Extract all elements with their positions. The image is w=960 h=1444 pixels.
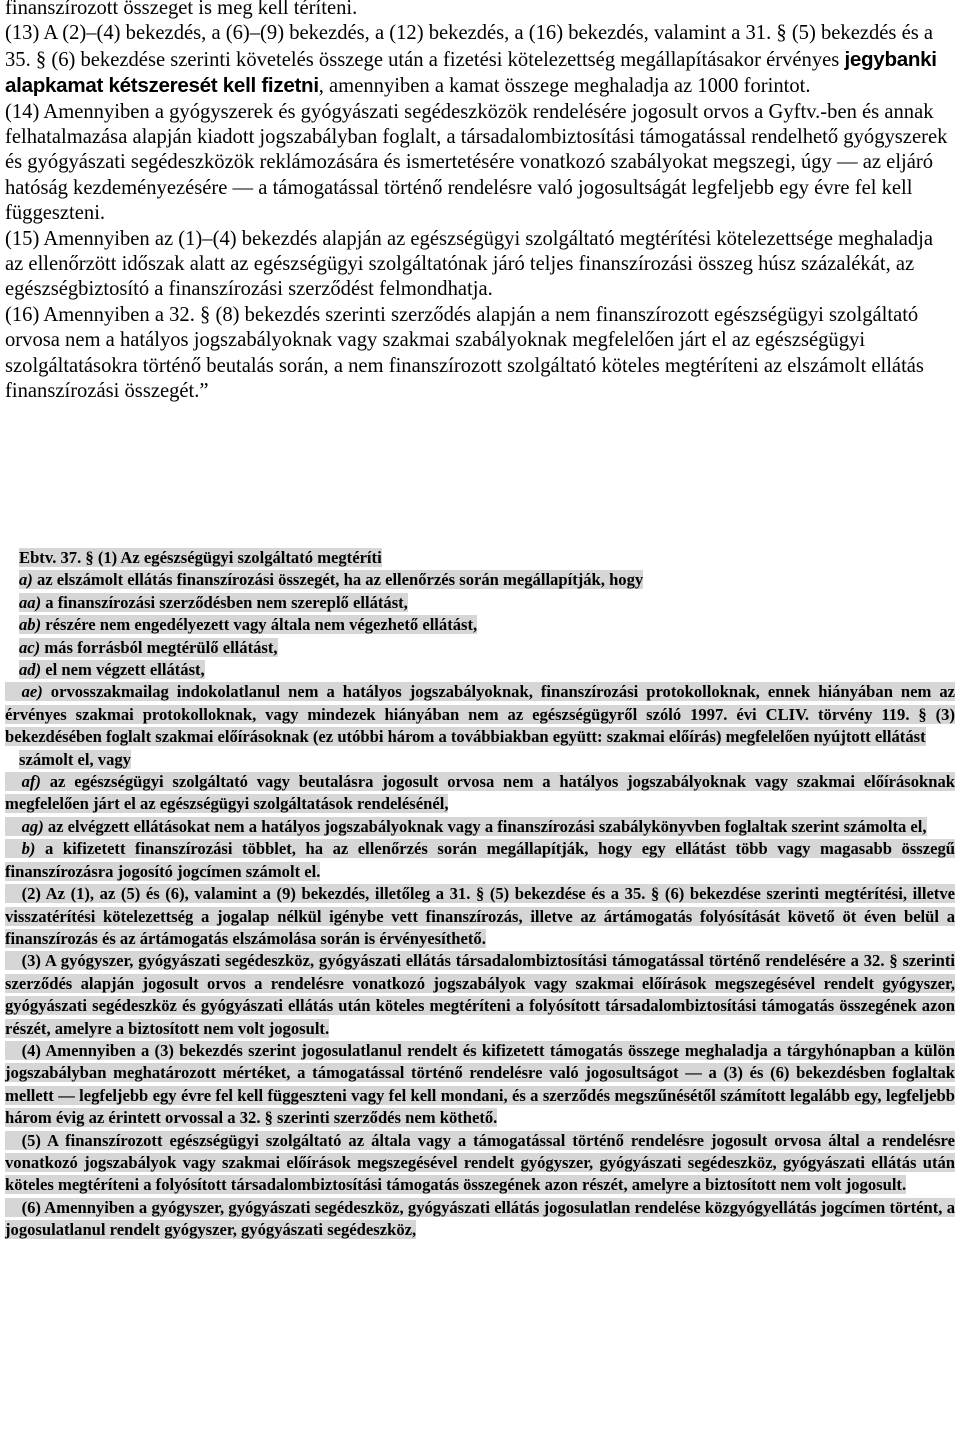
item-text: más forrásból megtérülő ellátást, [44, 637, 278, 657]
paragraph-4 [5, 1040, 955, 1130]
paragraph-text: (3) A gyógyszer, gyógyászati segédeszköz, gyógyászati ellátás társadalombiztosítási támogatással történő rendelésére a 32. § szerinti szerződés alapján jogosult orvos a rendelésre vonatkozó jogszabályok vagy szakmai előírások megszegésével rendelt gyógyszer, gyógyászati segédeszköz és gyógyászati ellátás után köteles megtéríteni a folyósított társadalombiztosítási támogatás összegének azon részét, amelyre a biztosított nem volt jogosult. [5, 951, 955, 1038]
item-text: a finanszírozási szerződésben nem szereplő ellátást, [45, 592, 408, 612]
paragraph-14: (14) Amennyiben a gyógyszerek és gyógyászati segédeszközök rendelésére jogosult orvos a Gyftv.-ben és annak felhatalmazása alapján kiadott jogszabályban foglalt, a társadalombiztosítási támogatással rendelhető gyógyszerek és gyógyászati segédeszközök reklámozására és ismertetésére vonatkozó szabályokat megszegi, úgy — az eljáró hatóság kezdeményezésére — a támogatással történő rendelésre való jogosultságát legfeljebb egy évre fel kell függeszteni. [5, 100, 948, 225]
item-label: ab) [19, 615, 42, 635]
paragraph-text: (13) A (2)–(4) bekezdés, a (6)–(9) bekezdés, a (12) bekezdés, a (16) bekezdés, valamint a 31. § (5) bekezdés és a 35. § (6) bekezdése szerinti követelés összege után a fizetési kötelezettség megállapításakor érvényes [5, 22, 934, 71]
paragraph-2 [5, 883, 955, 950]
heading-text: Ebtv. 37. § (1) Az egészségügyi szolgáltató megtéríti [19, 548, 382, 567]
paragraph-16: (16) Amennyiben a 32. § (8) bekezdés szerinti szerződés alapján a nem finanszírozott egészségügyi szolgáltató orvosa nem a hatályos jogszabályoknak vagy szakmai szabályoknak megfelelően járt el az egészségügyi szolgáltatásokra történő beutalás során, a nem finanszírozott szolgáltató köteles megtéríteni az elszámolt ellátás finanszírozási összegét.” [5, 303, 924, 403]
list-item-ab [5, 614, 955, 636]
list-item-ag [5, 816, 955, 838]
item-text: az elszámolt ellátás finanszírozási összegét, ha az ellenőrzés során megállapítják, hogy [36, 570, 644, 590]
item-label: af) [21, 772, 41, 792]
item-label: ag) [21, 816, 44, 836]
list-item-a [5, 569, 955, 591]
paragraph-6 [5, 1197, 955, 1242]
item-label: b) [21, 839, 36, 859]
item-text: a kifizetett finanszírozási többlet, ha az ellenőrzés során megállapítják, hogy egy ellátást több vagy magasabb összegű finanszírozásra jogosító jogcímen számolt el. [5, 839, 955, 881]
item-text: orvosszakmailag indokolatlanul nem a hatályos jogszabályoknak, finanszírozási protokolloknak, ennek hiányában nem az érvényes szakmai protokolloknak, vagy mindezek hiányában nem az egészségügyről szóló 1997. évi CLIV. törvény 119. § (3) bekezdésében foglalt szakmai előírásoknak (ez utóbbi három a továbbiakban együtt: szakmai előírás) megfelelően nyújtott ellátást [5, 682, 955, 747]
item-label: ae) [21, 682, 43, 702]
section-heading [5, 547, 955, 569]
item-label: aa) [19, 592, 42, 612]
item-text: el nem végzett ellátást, [45, 660, 205, 680]
list-item-ac [5, 637, 955, 659]
paragraph-5 [5, 1130, 955, 1197]
item-label: ad) [19, 660, 42, 680]
paragraph-text: (4) Amennyiben a (3) bekezdés szerint jogosulatlanul rendelt és kifizetett támogatás összege meghaladja a tárgyhónapban a külön jogszabályban meghatározott mértéket, a támogatással történő rendelésre való jogosultságot — a (3) és (6) bekezdésben foglaltak mellett — legfeljebb egy évre fel kell függeszteni vagy fel kell mondani, és a szerződés megszűnésétől számított legalább egy, legfeljebb három évig az érintett orvossal a 32. § szerinti szerződés nem köthető. [5, 1040, 955, 1128]
bold-emphasis: jegybanki alapkamat kétszeresét kell fizetni [5, 47, 937, 98]
paragraph-text: (2) Az (1), az (5) és (6), valamint a (9) bekezdés, illetőleg a 31. § (5) bekezdése és a 35. § (6) bekezdése szerinti megtérítési, illetve visszatérítési kötelezettség a jogalap nélkül igénybe vett finanszírozás, illetve az ártámogatás folyósítását követő öt éven belül a finanszírozás és az ártámogatás elszámolása során is érvényesíthető. [5, 884, 955, 948]
paragraph-15: (15) Amennyiben az (1)–(4) bekezdés alapján az egészségügyi szolgáltató megtérítési kötelezettsége meghaladja az ellenőrzött időszak alatt az egészségügyi szolgáltatónak járó teljes finanszírozási összeg húsz százalékát, az egészségbiztosító a finanszírozási szerződést felmondhatja. [5, 227, 934, 301]
item-text: az elvégzett ellátásokat nem a hatályos jogszabályoknak vagy a finanszírozási szabálykönyvben foglaltak szerint számolta el, [47, 816, 927, 836]
item-label: ac) [19, 637, 41, 657]
highlighted-section [5, 547, 955, 1242]
paragraph-3 [5, 950, 955, 1040]
list-item-ae-continuation [5, 749, 955, 771]
paragraph-13 [5, 21, 955, 99]
list-item-aa [5, 592, 955, 614]
item-text: az egészségügyi szolgáltató vagy beutalásra jogosult orvosa nem a hatályos jogszabályoknak vagy szakmai előírásoknak megfelelően járt el az egészségügyi szolgáltatások rendelésénél, [5, 772, 955, 814]
list-item-b [5, 838, 955, 883]
paragraph-text: (5) A finanszírozott egészségügyi szolgáltató az általa vagy a támogatással történő rendelésre jogosult orvosa által a rendelésre vonatkozó jogszabályok vagy szakmai előírások megszegésével rendelt gyógyszer, gyógyászati segédeszköz, gyógyászati ellátás után köteles megtéríteni a folyósított társadalombiztosítási támogatás összegének azon részét, amelyre a biztosított nem volt jogosult. [5, 1130, 955, 1195]
paragraph-text: , amennyiben a kamat összege meghaladja az 1000 forintot. [318, 75, 811, 98]
list-item-ad [5, 659, 955, 681]
item-label: a) [19, 570, 33, 590]
upper-section [5, 0, 955, 405]
list-item-af [5, 771, 955, 816]
paragraph-text: (6) Amennyiben a gyógyszer, gyógyászati segédeszköz, gyógyászati ellátás jogosulatlan rendelése közgyógyellátás jogcímen történt, a jogosulatlanul rendelt gyógyszer, gyógyászati segédeszköz, [5, 1197, 955, 1240]
item-text: részére nem engedélyezett vagy általa nem végezhető ellátást, [45, 615, 478, 635]
list-item-ae [5, 681, 955, 748]
item-text: számolt el, vagy [19, 749, 131, 769]
paragraph: finanszírozott összeget is meg kell téríteni. [5, 0, 358, 19]
